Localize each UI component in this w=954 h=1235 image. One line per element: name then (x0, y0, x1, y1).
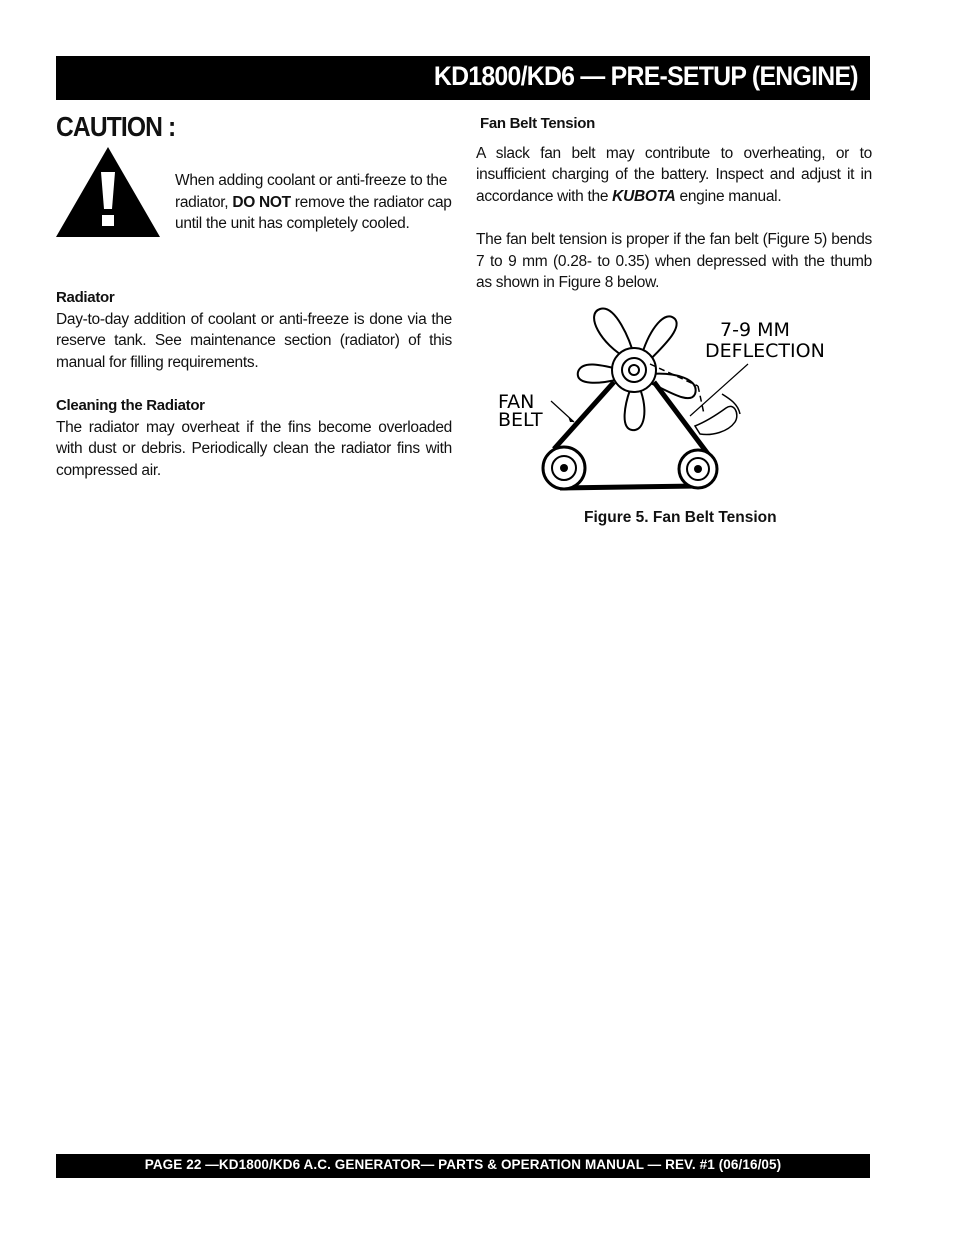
footer-text: PAGE 22 —KD1800/KD6 A.C. GENERATOR— PARTS & OPERATION MANUAL — REV. #1 (06/16/05) (144, 1157, 782, 1172)
warning-icon (56, 147, 160, 237)
figure-caption: Figure 5. Fan Belt Tension (584, 509, 777, 526)
do-not-emphasis: DO NOT (232, 193, 291, 211)
caution-text: When adding coolant or anti-freeze to the radiator, DO NOT remove the radiator cap until the unit has completely cooled. (175, 172, 452, 232)
cleaning-body: The radiator may overheat if the fins become overloaded with dust or debris. Periodically clean the radiator fins with compressed air. (56, 418, 452, 479)
fan-belt-title: Fan Belt Tension (480, 115, 595, 132)
fan-belt-diagram (490, 304, 860, 499)
belt-label: BELT (498, 409, 543, 431)
right-column (476, 113, 872, 294)
fan-belt-paragraph-2: The fan belt tension is proper if the fan belt (Figure 5) bends 7 to 9 mm (0.28- to 0.35) when depressed with the thumb as shown in Figure 8 below. (476, 231, 872, 291)
radiator-body: Day-to-day addition of coolant or anti-freeze is done via the reserve tank. See maintenance section (radiator) of this manual for filling requirements. (56, 310, 452, 371)
fan-belt-paragraph-1: A slack fan belt may contribute to overheating, or to insufficient charging of the battery. Inspect and adjust it in accordance with the KUBOTA engine manual. (476, 144, 872, 205)
kubota-brand: KUBOTA (612, 187, 676, 205)
cleaning-title: Cleaning the Radiator (56, 397, 205, 414)
hand-icon (695, 406, 737, 434)
header-bar (56, 56, 870, 100)
footer-bar (56, 1154, 870, 1178)
page-title: KD1800/KD6 — PRE-SETUP (ENGINE) (434, 61, 858, 91)
deflection-label-1: 7-9 MM (720, 319, 790, 341)
caution-heading: CAUTION : (56, 111, 176, 142)
left-column (56, 287, 452, 481)
radiator-title: Radiator (56, 289, 115, 306)
deflection-label-2: DEFLECTION (705, 340, 825, 362)
fan-label: FAN (498, 391, 535, 413)
